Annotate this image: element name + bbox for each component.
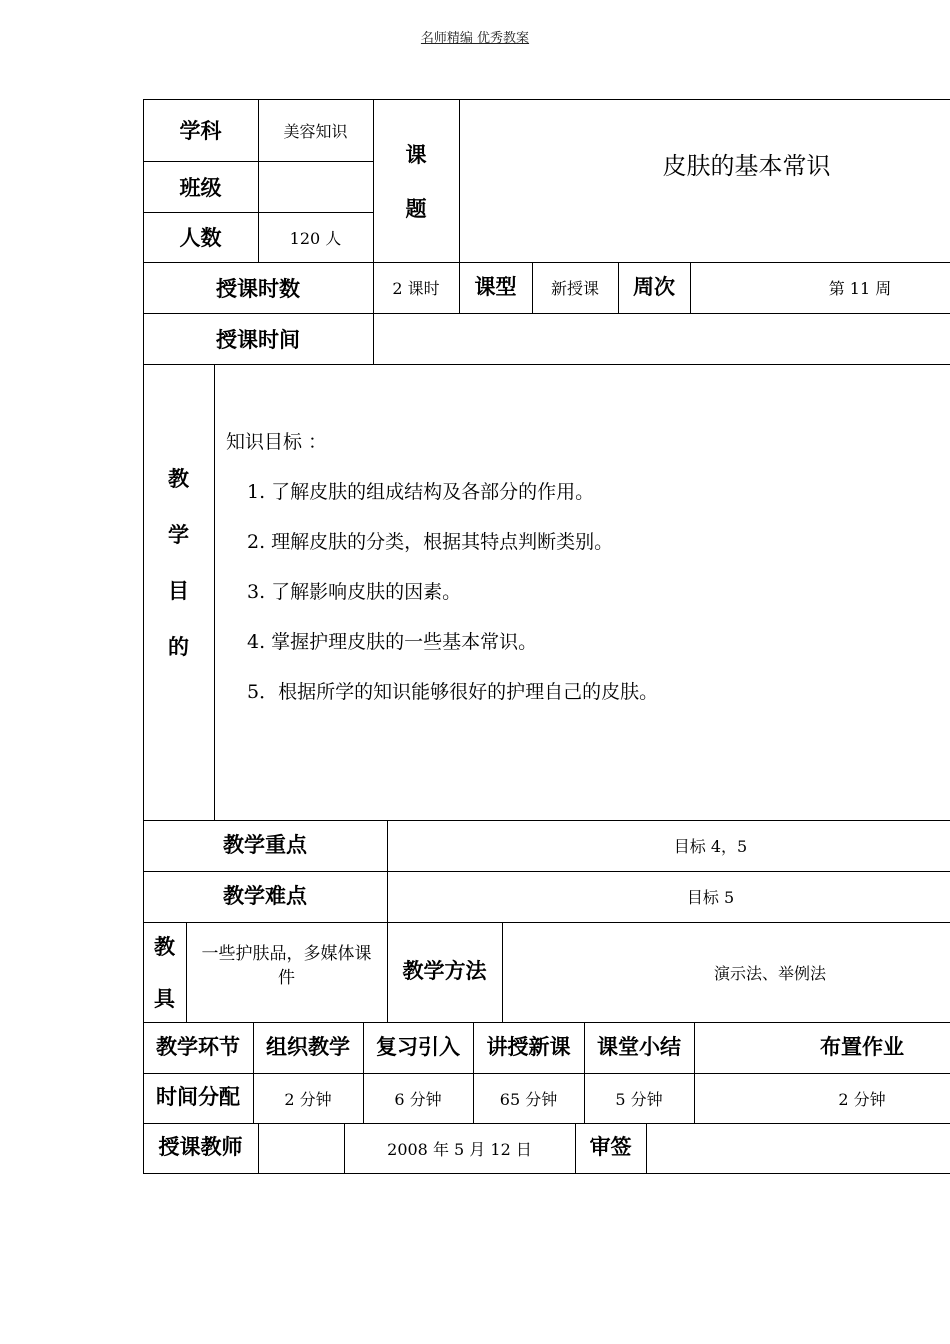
topic-label-char: 题 <box>405 196 427 221</box>
difficulty-value: 目标 5 <box>686 888 735 907</box>
class-label: 班级 <box>179 175 222 200</box>
method-value: 演示法、举例法 <box>713 963 826 983</box>
tools-label-char: 教 <box>154 935 175 959</box>
lesson-date: 2008 年 5 月 12 日 <box>387 1139 532 1159</box>
tools-label <box>143 922 186 1022</box>
week-label: 周次 <box>633 275 675 299</box>
objective-item: 5．根据所学的知识能够很好的护理自己的皮肤。 <box>247 681 659 703</box>
week-value: 第 11 周 <box>828 279 892 298</box>
objectives-label-char: 学 <box>168 523 189 547</box>
schedule-time: 65 分钟 <box>499 1089 558 1109</box>
topic-title: 皮肤的基本常识 <box>662 151 831 180</box>
schedule-time-label: 时间分配 <box>156 1085 240 1109</box>
objectives-label <box>143 364 214 820</box>
schedule-stage: 讲授新课 <box>486 1035 571 1059</box>
page-header: 名师精编 优秀教案 <box>420 31 530 46</box>
schedule-time: 2 分钟 <box>284 1089 332 1109</box>
type-value: 新授课 <box>550 279 599 298</box>
teacher-value <box>258 1123 344 1173</box>
objective-item: 2. 理解皮肤的分类，根据其特点判断类别。 <box>247 531 614 553</box>
type-label: 课型 <box>474 275 517 299</box>
class-value <box>258 161 373 212</box>
objectives-label-char: 的 <box>168 635 189 659</box>
focus-label: 教学重点 <box>223 833 307 857</box>
schedule-stage: 复习引入 <box>376 1035 460 1059</box>
schedule-time: 6 分钟 <box>394 1089 442 1109</box>
tools-value-line: 件 <box>278 968 295 988</box>
tools-value <box>186 922 387 1022</box>
schedule-time: 5 分钟 <box>615 1089 663 1109</box>
subject-value: 美容知识 <box>283 121 348 141</box>
objective-item: 1. 了解皮肤的组成结构及各部分的作用。 <box>247 481 595 503</box>
count-label: 人数 <box>179 226 222 250</box>
schedule-time: 2 分钟 <box>838 1089 886 1109</box>
time-label: 授课时间 <box>216 327 300 352</box>
topic-label <box>373 99 459 262</box>
hours-label: 授课时数 <box>216 276 300 301</box>
objective-item: 3. 了解影响皮肤的因素。 <box>247 581 462 603</box>
hours-value: 2 课时 <box>392 279 440 298</box>
difficulty-label: 教学难点 <box>223 884 307 908</box>
objectives-heading: 知识目标 ： <box>226 431 328 453</box>
schedule-stage: 课堂小结 <box>597 1035 681 1059</box>
topic-label-char: 课 <box>405 142 427 167</box>
count-value: 120 人 <box>289 228 342 248</box>
schedule-stage: 组织教学 <box>266 1035 350 1059</box>
objectives-label-char: 目 <box>168 579 189 603</box>
objectives-label-char: 教 <box>168 467 189 491</box>
subject-label: 学科 <box>179 119 222 143</box>
review-label: 审签 <box>589 1135 632 1159</box>
objective-item: 4. 掌握护理皮肤的一些基本常识。 <box>247 631 538 653</box>
schedule-stage: 布置作业 <box>820 1035 904 1059</box>
focus-value: 目标 4，5 <box>673 837 748 856</box>
tools-value-line: 一些护肤品，多媒体课 <box>201 944 372 964</box>
time-value <box>373 313 950 364</box>
method-label: 教学方法 <box>402 959 487 983</box>
review-value <box>646 1123 950 1173</box>
teacher-label: 授课教师 <box>158 1135 243 1159</box>
tools-label-char: 具 <box>154 987 175 1011</box>
schedule-row-label: 教学环节 <box>156 1035 240 1059</box>
